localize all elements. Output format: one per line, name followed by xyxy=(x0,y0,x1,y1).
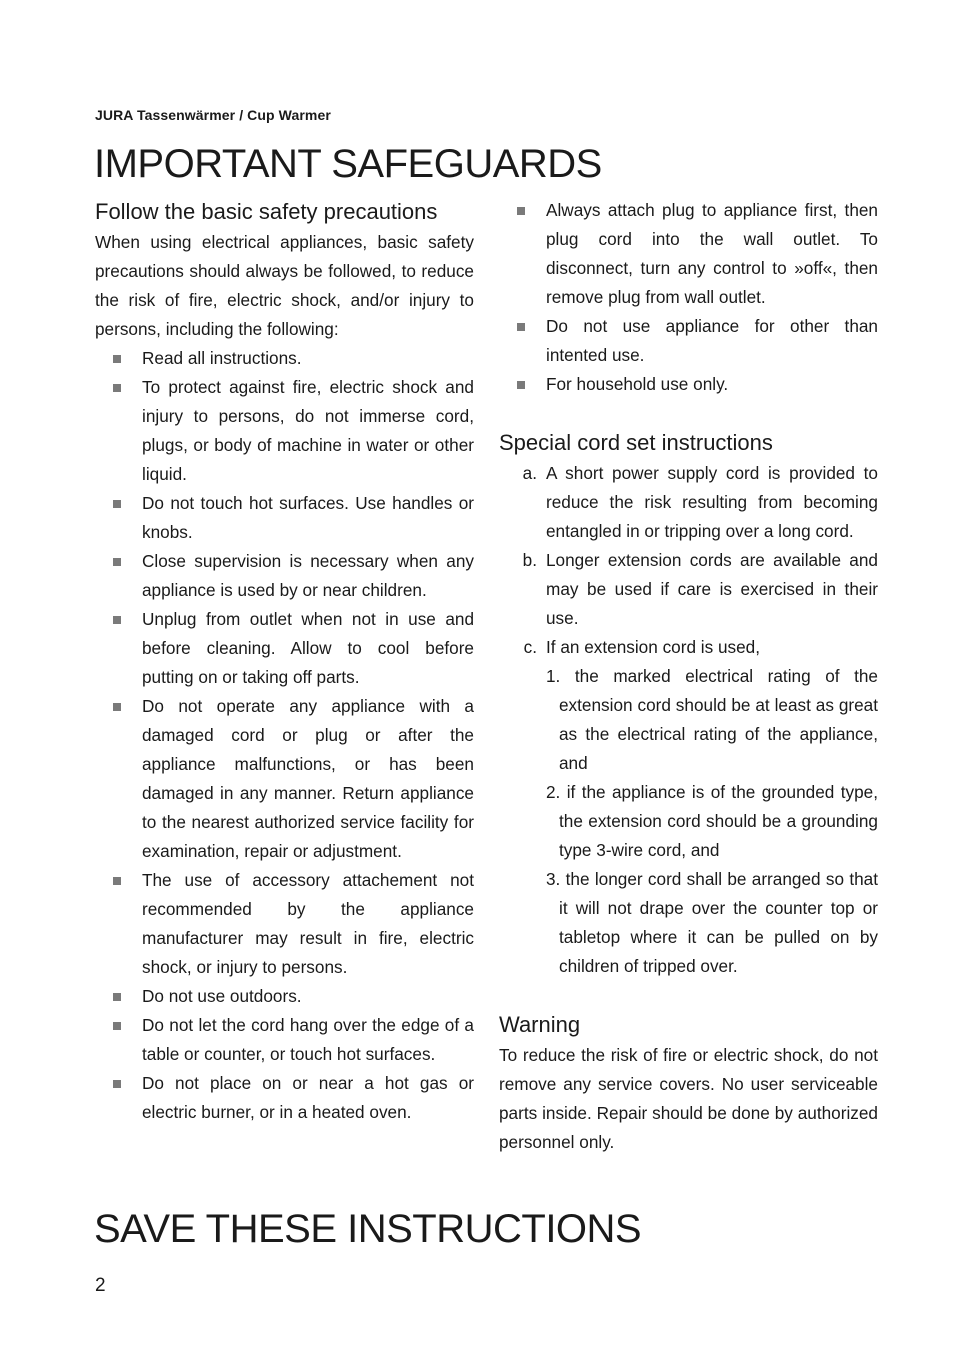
list-item: The use of accessory attachement not recommended by the appliance manufacturer may result in fire, electric shock, or injury to persons. xyxy=(95,866,474,982)
square-bullet-icon xyxy=(113,384,121,392)
list-marker: b. xyxy=(522,550,537,570)
safety-list xyxy=(95,344,474,1127)
list-item: Close supervision is necessary when any appliance is used by or near children. xyxy=(95,547,474,605)
list-item: To protect against fire, electric shock and injury to persons, do not immerse cord, plugs, or body of machine in water or other liquid. xyxy=(95,373,474,489)
square-bullet-icon xyxy=(517,323,525,331)
list-item: b. Longer extension cords are available and may be used if care is exercised in their use. xyxy=(499,546,878,633)
right-column xyxy=(499,196,878,1157)
intro-paragraph: When using electrical appliances, basic safety precautions should always be followed, to reduce the risk of fire, electric shock, and/or injury to persons, including the following: xyxy=(95,232,474,339)
extension-cord-sublist xyxy=(546,662,878,981)
list-item: Always attach plug to appliance first, then plug cord into the wall outlet. To disconnect, turn any control to »off«, then remove plug from wall outlet. xyxy=(499,196,878,312)
list-item: For household use only. xyxy=(499,370,878,399)
list-item: a. A short power supply cord is provided to reduce the risk resulting from becoming entangled in or tripping over a long cord. xyxy=(499,459,878,546)
sublist-item: 3. the longer cord shall be arranged so that it will not drape over the counter top or tabletop where it can be pulled on by children of tripped over. xyxy=(546,869,878,976)
square-bullet-icon xyxy=(113,703,121,711)
square-bullet-icon xyxy=(113,558,121,566)
cord-instructions-heading: Special cord set instructions xyxy=(499,430,773,455)
page-title: IMPORTANT SAFEGUARDS xyxy=(94,142,602,186)
safety-precautions-heading: Follow the basic safety precautions xyxy=(95,199,438,224)
sublist-item: 2. if the appliance is of the grounded type, the extension cord should be a grounding type 3-wire cord, and xyxy=(546,782,878,860)
sublist-item: 1. the marked electrical rating of the extension cord should be at least as great as the electrical rating of the appliance, and xyxy=(546,666,878,773)
square-bullet-icon xyxy=(113,616,121,624)
square-bullet-icon xyxy=(113,993,121,1001)
square-bullet-icon xyxy=(113,877,121,885)
page-number: 2 xyxy=(95,1275,106,1296)
square-bullet-icon xyxy=(113,1080,121,1088)
list-item: Read all instructions. xyxy=(95,344,474,373)
warning-paragraph: To reduce the risk of fire or electric shock, do not remove any service covers. No user serviceable parts inside. Repair should be done by authorized personnel only. xyxy=(499,1045,878,1152)
square-bullet-icon xyxy=(113,355,121,363)
cord-instructions-list xyxy=(499,459,878,981)
square-bullet-icon xyxy=(517,381,525,389)
warning-heading: Warning xyxy=(499,1012,581,1037)
list-item: Do not place on or near a hot gas or electric burner, or in a heated oven. xyxy=(95,1069,474,1127)
square-bullet-icon xyxy=(113,1022,121,1030)
list-item: Do not let the cord hang over the edge of a table or counter, or touch hot surfaces. xyxy=(95,1011,474,1069)
list-marker: c. xyxy=(523,637,537,657)
square-bullet-icon xyxy=(113,500,121,508)
document-header: JURA Tassenwärmer / Cup Warmer xyxy=(95,107,331,123)
list-item: c. If an extension cord is used, 1. the marked electrical rating of the extension cord should be at least as great as the electrical rating of the appliance, and 2. if the appliance is of the grounded type, the extension cord should be a grounding type 3-wire cord, and 3. the longer cord shall be arranged so that it will not drape over the counter top or tabletop where it can be pulled on by children of tripped over. xyxy=(499,633,878,981)
safety-list-continued xyxy=(499,196,878,399)
left-column xyxy=(95,196,474,1127)
list-item: Do not operate any appliance with a damaged cord or plug or after the appliance malfunctions, or has been damaged in any manner. Return appliance to the nearest authorized service facility for examination, repair or adjustment. xyxy=(95,692,474,866)
list-item: Do not touch hot surfaces. Use handles or knobs. xyxy=(95,489,474,547)
list-item: Do not use appliance for other than intented use. xyxy=(499,312,878,370)
list-marker: a. xyxy=(522,463,537,483)
save-instructions-title: SAVE THESE INSTRUCTIONS xyxy=(94,1207,642,1251)
square-bullet-icon xyxy=(517,207,525,215)
list-item: Unplug from outlet when not in use and before cleaning. Allow to cool before putting on or taking off parts. xyxy=(95,605,474,692)
list-item: Do not use outdoors. xyxy=(95,982,474,1011)
